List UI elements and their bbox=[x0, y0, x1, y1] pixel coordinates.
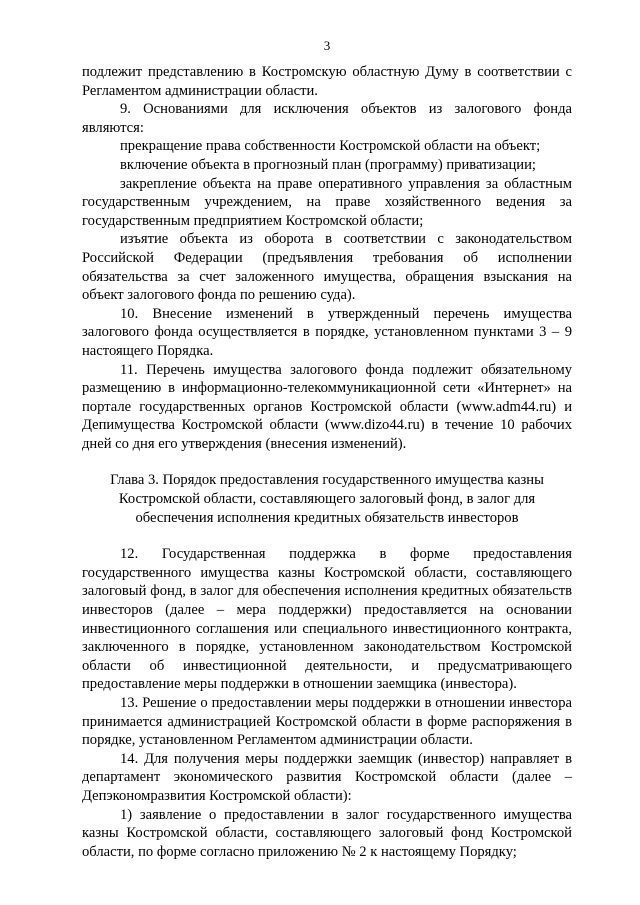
paragraph-subitem-1: 1) заявление о предоставлении в залог государственного имущества казны Костромской области, составляющего залоговый фонд Костромской области, по форме согласно приложению № 2 к настоящему Порядку; bbox=[82, 806, 572, 860]
paragraph-item-10: 10. Внесение изменений в утвержденный перечень имущества залогового фонда осуществляется в порядке, установленном пунктами 3 – 9 настоящего Порядка. bbox=[82, 305, 572, 359]
paragraph-item-9: 9. Основаниями для исключения объектов из залогового фонда являются: bbox=[82, 101, 572, 136]
list-item: изъятие объекта из оборота в соответствии с законодательством Российской Федерации (предъявления требования об исполнении обязательства за счет заложенного имущества, обращения взыскания на объект залогового фонда по решению суда). bbox=[82, 231, 572, 304]
page-number: 3 bbox=[323, 38, 331, 53]
chapter-heading-line: Глава 3. Порядок предоставления государственного имущества казны bbox=[110, 472, 544, 489]
chapter-heading-line: обеспечения исполнения кредитных обязательств инвесторов bbox=[135, 509, 519, 526]
list-item: закрепление объекта на праве оперативного управления за областным государственным учреждением, на праве хозяйственного ведения за государственным предприятием Костромской области; bbox=[82, 175, 572, 229]
chapter-heading bbox=[82, 471, 572, 527]
list-item: включение объекта в прогнозный план (программу) приватизации; bbox=[120, 156, 536, 173]
chapter-heading-line: Костромской области, составляющего залоговый фонд, в залог для bbox=[118, 491, 536, 508]
paragraph-item-12: 12. Государственная поддержка в форме предоставления государственного имущества казны Костромской области, составляющего залоговый фонд, в залог для обеспечения исполнения кредитных обязательств инвесторов (далее – мера поддержки) предоставляется на основании инвестиционного соглашения или специального инвестиционного контракта, заключенного в порядке, установленном законодательством Костромской области об инвестиционной деятельности, и предусматривающего предоставление меры поддержки в отношении заемщика (инвестора). bbox=[82, 546, 572, 693]
paragraph-continuation: подлежит представлению в Костромскую областную Думу в соответствии с Регламентом администрации области. bbox=[82, 64, 572, 99]
paragraph-item-13: 13. Решение о предоставлении меры поддержки в отношении инвестора принимается администрацией Костромской области в форме распоряжения в порядке, установленном Регламентом администрации области. bbox=[82, 695, 572, 749]
list-item: прекращение права собственности Костромской области на объект; bbox=[120, 138, 541, 155]
paragraph-item-11: 11. Перечень имущества залогового фонда подлежит обязательному размещению в информационно-телекоммуникационной сети «Интернет» на портале государственных органов Костромской области (www.adm44.ru) и Депимущества Костромской области (www.dizo44.ru) в течение 10 рабочих дней со дня его утверждения (внесения изменений). bbox=[82, 361, 572, 452]
document-body bbox=[82, 63, 572, 861]
paragraph-item-14: 14. Для получения меры поддержки заемщик (инвестор) направляет в департамент экономического развития Костромской области (далее – Депэкономразвития Костромской области): bbox=[82, 750, 572, 804]
